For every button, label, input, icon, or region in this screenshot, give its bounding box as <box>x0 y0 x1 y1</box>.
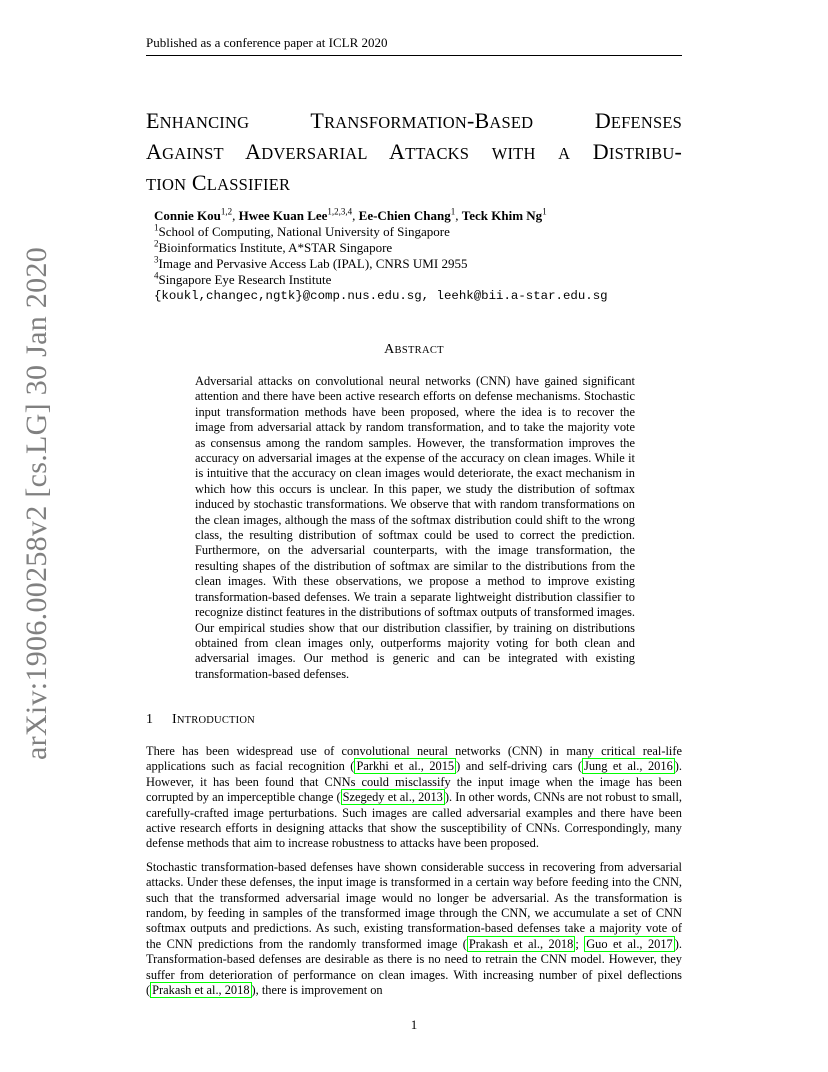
paragraph-text: ). In other words, CNNs are not robust to small, carefully-crafted image perturbations. Such images are called adversarial examples and there have been active research efforts in designing attacks that show the susceptibility of CNNs. Correspondingly, many defense methods that aim to increase robustness to attacks have been proposed. <box>146 790 682 851</box>
running-header: Published as a conference paper at ICLR 2020 <box>146 35 682 56</box>
paragraph-text: ), there is improvement on <box>251 983 383 998</box>
paragraph-text: ) and self-driving cars ( <box>456 759 583 774</box>
affiliation-sup: 1 <box>154 222 159 233</box>
author-name: Hwee Kuan Lee <box>238 208 328 223</box>
author-sup: 1,2 <box>220 206 233 217</box>
section-heading <box>146 712 255 728</box>
affiliation-sup: 4 <box>154 270 159 281</box>
citation-link[interactable]: Parkhi et al., 2015 <box>356 759 455 774</box>
title-line-3: TION CLASSIFIER <box>146 170 291 195</box>
paragraph-text: Stochastic transformation-based defenses have shown considerable success in recovering from adversarial attacks. Under these defenses, the input image is transformed in a certain way before feeding into the CNN, such that the transformed adversarial image would no longer be adversarial. As the transformation is random, by feeding in samples of the transformed image through the CNN, we accumulate a set of CNN softmax outputs and predictions. As such, existing transformation-based defenses take a majority vote of the CNN predictions from the randomly transformed image ( <box>146 859 682 951</box>
abstract-text: Adversarial attacks on convolutional neural networks (CNN) have gained significant attention and there have been active research efforts on defense mechanisms. Stochastic input transformation methods have been proposed, where the idea is to recover the image from adversarial attack by random transformation, and to take the majority vote as consensus among the random samples. However, the transformation improves the accuracy on adversarial images at the expense of the accuracy on clean images. While it is intuitive that the accuracy on clean images would deteriorate, the exact mechanism in which how this occurs is unclear. In this paper, we study the distribution of softmax induced by stochastic transformations. We observe that with random transformations on the clean images, although the mass of the softmax distribution could shift to the wrong class, the resulting distribution of softmax could be used to correct the prediction. Furthermore, on the adversarial counterparts, with the image transformation, the resulting shapes of the distribution of softmax are similar to the distributions from the clean images. With these observations, we propose a method to improve existing transformation-based defenses. We train a separate lightweight distribution classifier to recognize distinct features in the distributions of softmax outputs of transformed images. Our empirical studies show that our distribution classifier, by training on distributions obtained from clean images only, outperforms majority voting for both clean and adversarial images. Our method is generic and can be integrated with existing transformation-based defenses. <box>195 374 635 681</box>
title-line-2: AGAINST ADVERSARIAL ATTACKS WITH A DISTRIBU- <box>146 139 682 164</box>
author-name: Teck Khim Ng <box>461 208 543 223</box>
affiliation-text: School of Computing, National University of Singapore <box>158 224 450 239</box>
author-names: Connie Kou$^{1,2}$, Hwee Kuan Lee$^{1,2,3,4}$, Ee-Chien Chang$^1$, Teck Khim Ng$^1$ <box>154 206 547 223</box>
affiliation <box>154 272 608 288</box>
paper-title <box>146 106 682 199</box>
affiliation-text: Bioinformatics Institute, A*STAR Singapore <box>158 240 393 255</box>
author-emails: {koukl,changec,ngtk}@comp.nus.edu.sg, leehk@bii.a-star.edu.sg <box>154 289 608 303</box>
author-name: Ee-Chien Chang <box>358 208 451 223</box>
abstract-heading: ABSTRACT <box>384 342 444 357</box>
paragraph <box>146 744 682 852</box>
author-sup: 1 <box>542 206 547 217</box>
affiliation <box>154 224 608 240</box>
author-sup: 1,2,3,4 <box>327 206 353 217</box>
author-block <box>154 208 608 304</box>
citation-link[interactable]: Guo et al., 2017 <box>586 936 673 951</box>
author-sup: 1 <box>450 206 456 217</box>
paragraph-text: ). However, it has been found that CNNs could misclassify the input image when the image has been corrupted by an imperceptible change ( <box>146 759 682 805</box>
page-number: 1 <box>410 1017 418 1032</box>
citation-link[interactable]: Jung et al., 2016 <box>584 759 673 774</box>
affiliation <box>154 240 608 256</box>
paragraph-text: ). Transformation-based defenses are desirable as there is no need to retrain the CNN model. However, they suffer from deterioration of performance on clean images. With increasing number of pixel deflections ( <box>146 936 682 998</box>
author-name: Connie Kou <box>154 208 221 223</box>
affiliation-text: Image and Pervasive Access Lab (IPAL), CNRS UMI 2955 <box>158 256 468 271</box>
citation-link[interactable]: Prakash et al., 2018 <box>468 936 574 951</box>
affiliation-sup: 3 <box>154 254 159 265</box>
paragraph-text: ; <box>575 936 585 951</box>
affiliation-text: Singapore Eye Research Institute <box>158 272 332 287</box>
affiliation-sup: 2 <box>154 238 159 249</box>
arxiv-stamp: arXiv:1906.00258v2 [cs.LG] 30 Jan 2020 <box>20 247 53 760</box>
affiliation <box>154 256 608 272</box>
citation-link[interactable]: Prakash et al., 2018 <box>152 983 250 998</box>
introduction-body <box>146 744 682 1007</box>
paragraph-text: There has been widespread use of convolutional neural networks (CNN) in many critical real-life applications such as facial recognition ( <box>146 744 682 774</box>
section-title: INTRODUCTION <box>172 712 255 727</box>
paragraph <box>146 860 682 999</box>
citation-link[interactable]: Szegedy et al., 2013 <box>342 790 443 805</box>
section-number: 1 <box>146 712 154 727</box>
title-line-1: ENHANCING TRANSFORMATION-BASED DEFENSES <box>146 108 682 133</box>
